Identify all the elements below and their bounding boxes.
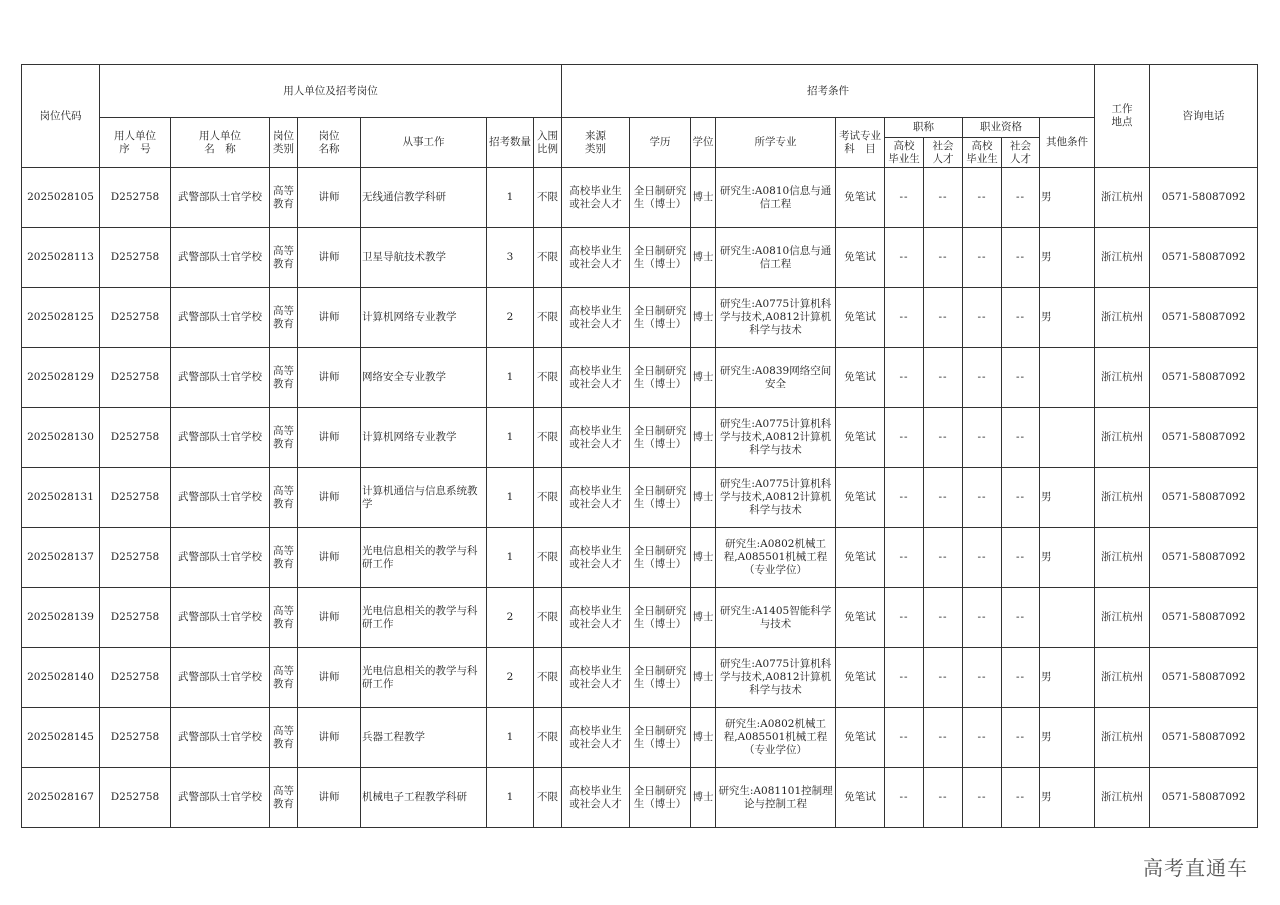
cell-work-location: 浙江杭州 bbox=[1095, 288, 1150, 348]
cell-qual-social: -- bbox=[1002, 348, 1040, 408]
cell-education: 全日制研究 生（博士） bbox=[630, 228, 691, 288]
cell-post-category: 高等 教育 bbox=[270, 768, 298, 828]
table-row bbox=[22, 408, 1258, 468]
cell-post-name: 讲师 bbox=[298, 468, 361, 528]
cell-education: 全日制研究 生（博士） bbox=[630, 288, 691, 348]
cell-post-category: 高等 教育 bbox=[270, 168, 298, 228]
cell-recruit-count: 1 bbox=[487, 708, 534, 768]
cell-other: 男 bbox=[1040, 708, 1095, 768]
cell-unit-name: 武警部队士官学校 bbox=[171, 528, 270, 588]
cell-phone: 0571-58087092 bbox=[1150, 588, 1258, 648]
header-title-grad: 高校 毕业生 bbox=[885, 138, 924, 168]
cell-education: 全日制研究 生（博士） bbox=[630, 768, 691, 828]
cell-education: 全日制研究 生（博士） bbox=[630, 348, 691, 408]
cell-qual-social: -- bbox=[1002, 648, 1040, 708]
table-row bbox=[22, 708, 1258, 768]
cell-title-grad: -- bbox=[885, 708, 924, 768]
cell-degree: 博士 bbox=[691, 768, 716, 828]
header-post-code: 岗位代码 bbox=[22, 65, 100, 168]
cell-title-grad: -- bbox=[885, 528, 924, 588]
cell-other: 男 bbox=[1040, 528, 1095, 588]
cell-exam-subject: 免笔试 bbox=[836, 648, 885, 708]
cell-work-location: 浙江杭州 bbox=[1095, 768, 1150, 828]
cell-ratio: 不限 bbox=[534, 648, 562, 708]
cell-post-category: 高等 教育 bbox=[270, 468, 298, 528]
header-degree: 学位 bbox=[691, 118, 716, 168]
cell-ratio: 不限 bbox=[534, 228, 562, 288]
cell-other bbox=[1040, 588, 1095, 648]
cell-exam-subject: 免笔试 bbox=[836, 168, 885, 228]
cell-post-name: 讲师 bbox=[298, 228, 361, 288]
cell-phone: 0571-58087092 bbox=[1150, 468, 1258, 528]
cell-title-grad: -- bbox=[885, 468, 924, 528]
cell-title-social: -- bbox=[924, 588, 963, 648]
cell-source: 高校毕业生 或社会人才 bbox=[562, 468, 630, 528]
cell-exam-subject: 免笔试 bbox=[836, 468, 885, 528]
cell-post-code: 2025028105 bbox=[22, 168, 100, 228]
cell-major: 研究生:A0810信息与通 信工程 bbox=[716, 168, 836, 228]
cell-title-social: -- bbox=[924, 168, 963, 228]
header-conditions-group: 招考条件 bbox=[562, 65, 1095, 118]
header-unit-seq: 用人单位 序 号 bbox=[100, 118, 171, 168]
cell-source: 高校毕业生 或社会人才 bbox=[562, 648, 630, 708]
cell-education: 全日制研究 生（博士） bbox=[630, 408, 691, 468]
cell-qual-grad: -- bbox=[963, 468, 1002, 528]
cell-source: 高校毕业生 或社会人才 bbox=[562, 528, 630, 588]
cell-duty: 光电信息相关的教学与科 研工作 bbox=[361, 588, 487, 648]
cell-major: 研究生:A0802机械工 程,A085501机械工程 （专业学位） bbox=[716, 708, 836, 768]
cell-degree: 博士 bbox=[691, 528, 716, 588]
cell-work-location: 浙江杭州 bbox=[1095, 708, 1150, 768]
cell-unit-seq: D252758 bbox=[100, 408, 171, 468]
cell-qual-grad: -- bbox=[963, 528, 1002, 588]
cell-duty: 计算机网络专业教学 bbox=[361, 408, 487, 468]
cell-education: 全日制研究 生（博士） bbox=[630, 528, 691, 588]
cell-major: 研究生:A0775计算机科 学与技术,A0812计算机 科学与技术 bbox=[716, 468, 836, 528]
cell-other bbox=[1040, 348, 1095, 408]
cell-major: 研究生:A1405智能科学 与技术 bbox=[716, 588, 836, 648]
cell-education: 全日制研究 生（博士） bbox=[630, 588, 691, 648]
header-qual-social: 社会 人才 bbox=[1002, 138, 1040, 168]
cell-work-location: 浙江杭州 bbox=[1095, 528, 1150, 588]
cell-duty: 机械电子工程教学科研 bbox=[361, 768, 487, 828]
cell-title-grad: -- bbox=[885, 768, 924, 828]
cell-post-code: 2025028113 bbox=[22, 228, 100, 288]
cell-major: 研究生:A081101控制理 论与控制工程 bbox=[716, 768, 836, 828]
cell-ratio: 不限 bbox=[534, 588, 562, 648]
cell-unit-seq: D252758 bbox=[100, 528, 171, 588]
cell-title-social: -- bbox=[924, 768, 963, 828]
cell-duty: 计算机网络专业教学 bbox=[361, 288, 487, 348]
cell-post-code: 2025028130 bbox=[22, 408, 100, 468]
cell-post-category: 高等 教育 bbox=[270, 408, 298, 468]
cell-post-category: 高等 教育 bbox=[270, 228, 298, 288]
cell-post-code: 2025028140 bbox=[22, 648, 100, 708]
cell-education: 全日制研究 生（博士） bbox=[630, 648, 691, 708]
cell-phone: 0571-58087092 bbox=[1150, 708, 1258, 768]
cell-work-location: 浙江杭州 bbox=[1095, 168, 1150, 228]
cell-title-grad: -- bbox=[885, 348, 924, 408]
cell-recruit-count: 1 bbox=[487, 768, 534, 828]
cell-source: 高校毕业生 或社会人才 bbox=[562, 228, 630, 288]
cell-work-location: 浙江杭州 bbox=[1095, 588, 1150, 648]
table-row bbox=[22, 768, 1258, 828]
header-exam-subject: 考试专业 科 目 bbox=[836, 118, 885, 168]
cell-qual-social: -- bbox=[1002, 528, 1040, 588]
cell-major: 研究生:A0810信息与通 信工程 bbox=[716, 228, 836, 288]
header-qualification-group: 职业资格 bbox=[963, 118, 1040, 138]
cell-duty: 光电信息相关的教学与科 研工作 bbox=[361, 528, 487, 588]
cell-post-category: 高等 教育 bbox=[270, 648, 298, 708]
cell-title-grad: -- bbox=[885, 648, 924, 708]
cell-qual-grad: -- bbox=[963, 708, 1002, 768]
cell-source: 高校毕业生 或社会人才 bbox=[562, 168, 630, 228]
cell-other: 男 bbox=[1040, 168, 1095, 228]
cell-qual-grad: -- bbox=[963, 168, 1002, 228]
cell-unit-seq: D252758 bbox=[100, 708, 171, 768]
table-body bbox=[22, 168, 1258, 828]
cell-post-name: 讲师 bbox=[298, 528, 361, 588]
cell-qual-social: -- bbox=[1002, 228, 1040, 288]
cell-work-location: 浙江杭州 bbox=[1095, 408, 1150, 468]
cell-unit-name: 武警部队士官学校 bbox=[171, 168, 270, 228]
cell-degree: 博士 bbox=[691, 408, 716, 468]
cell-post-name: 讲师 bbox=[298, 348, 361, 408]
header-title-group: 职称 bbox=[885, 118, 963, 138]
cell-unit-name: 武警部队士官学校 bbox=[171, 228, 270, 288]
cell-post-code: 2025028131 bbox=[22, 468, 100, 528]
cell-title-grad: -- bbox=[885, 228, 924, 288]
cell-unit-seq: D252758 bbox=[100, 468, 171, 528]
header-work-location: 工作 地点 bbox=[1095, 65, 1150, 168]
cell-title-grad: -- bbox=[885, 168, 924, 228]
cell-work-location: 浙江杭州 bbox=[1095, 348, 1150, 408]
cell-phone: 0571-58087092 bbox=[1150, 408, 1258, 468]
cell-exam-subject: 免笔试 bbox=[836, 408, 885, 468]
cell-ratio: 不限 bbox=[534, 528, 562, 588]
cell-post-code: 2025028145 bbox=[22, 708, 100, 768]
cell-ratio: 不限 bbox=[534, 348, 562, 408]
cell-qual-grad: -- bbox=[963, 588, 1002, 648]
cell-recruit-count: 1 bbox=[487, 468, 534, 528]
watermark-text: 高考直通车 bbox=[1143, 856, 1248, 880]
table-row bbox=[22, 288, 1258, 348]
cell-post-category: 高等 教育 bbox=[270, 288, 298, 348]
cell-major: 研究生:A0775计算机科 学与技术,A0812计算机 科学与技术 bbox=[716, 288, 836, 348]
cell-major: 研究生:A0839网络空间 安全 bbox=[716, 348, 836, 408]
cell-exam-subject: 免笔试 bbox=[836, 228, 885, 288]
cell-recruit-count: 1 bbox=[487, 528, 534, 588]
cell-unit-seq: D252758 bbox=[100, 588, 171, 648]
cell-degree: 博士 bbox=[691, 348, 716, 408]
cell-ratio: 不限 bbox=[534, 168, 562, 228]
cell-post-name: 讲师 bbox=[298, 768, 361, 828]
cell-post-category: 高等 教育 bbox=[270, 588, 298, 648]
cell-qual-social: -- bbox=[1002, 468, 1040, 528]
cell-other: 男 bbox=[1040, 768, 1095, 828]
cell-post-name: 讲师 bbox=[298, 648, 361, 708]
cell-post-code: 2025028125 bbox=[22, 288, 100, 348]
cell-duty: 兵器工程教学 bbox=[361, 708, 487, 768]
cell-ratio: 不限 bbox=[534, 288, 562, 348]
cell-unit-seq: D252758 bbox=[100, 768, 171, 828]
header-duties: 从事工作 bbox=[361, 118, 487, 168]
cell-qual-social: -- bbox=[1002, 168, 1040, 228]
recruitment-table bbox=[21, 64, 1258, 828]
cell-phone: 0571-58087092 bbox=[1150, 768, 1258, 828]
cell-qual-social: -- bbox=[1002, 588, 1040, 648]
cell-work-location: 浙江杭州 bbox=[1095, 468, 1150, 528]
cell-unit-seq: D252758 bbox=[100, 228, 171, 288]
cell-major: 研究生:A0775计算机科 学与技术,A0812计算机 科学与技术 bbox=[716, 408, 836, 468]
header-education: 学历 bbox=[630, 118, 691, 168]
cell-unit-name: 武警部队士官学校 bbox=[171, 288, 270, 348]
cell-exam-subject: 免笔试 bbox=[836, 348, 885, 408]
cell-other bbox=[1040, 408, 1095, 468]
cell-unit-name: 武警部队士官学校 bbox=[171, 768, 270, 828]
cell-post-code: 2025028129 bbox=[22, 348, 100, 408]
cell-education: 全日制研究 生（博士） bbox=[630, 468, 691, 528]
table-row bbox=[22, 648, 1258, 708]
cell-major: 研究生:A0775计算机科 学与技术,A0812计算机 科学与技术 bbox=[716, 648, 836, 708]
header-title-social: 社会 人才 bbox=[924, 138, 963, 168]
cell-post-category: 高等 教育 bbox=[270, 708, 298, 768]
cell-phone: 0571-58087092 bbox=[1150, 348, 1258, 408]
cell-title-grad: -- bbox=[885, 588, 924, 648]
cell-title-grad: -- bbox=[885, 288, 924, 348]
cell-other: 男 bbox=[1040, 648, 1095, 708]
table-row bbox=[22, 468, 1258, 528]
cell-qual-grad: -- bbox=[963, 288, 1002, 348]
cell-qual-grad: -- bbox=[963, 408, 1002, 468]
cell-phone: 0571-58087092 bbox=[1150, 168, 1258, 228]
cell-unit-seq: D252758 bbox=[100, 648, 171, 708]
cell-post-name: 讲师 bbox=[298, 408, 361, 468]
header-employer-group: 用人单位及招考岗位 bbox=[100, 65, 562, 118]
cell-ratio: 不限 bbox=[534, 708, 562, 768]
header-qual-grad: 高校 毕业生 bbox=[963, 138, 1002, 168]
cell-title-social: -- bbox=[924, 648, 963, 708]
header-major: 所学专业 bbox=[716, 118, 836, 168]
cell-qual-social: -- bbox=[1002, 768, 1040, 828]
cell-source: 高校毕业生 或社会人才 bbox=[562, 348, 630, 408]
cell-other: 男 bbox=[1040, 468, 1095, 528]
header-post-name: 岗位 名称 bbox=[298, 118, 361, 168]
cell-degree: 博士 bbox=[691, 708, 716, 768]
cell-post-name: 讲师 bbox=[298, 288, 361, 348]
cell-qual-social: -- bbox=[1002, 288, 1040, 348]
cell-duty: 无线通信教学科研 bbox=[361, 168, 487, 228]
cell-title-social: -- bbox=[924, 468, 963, 528]
cell-phone: 0571-58087092 bbox=[1150, 528, 1258, 588]
cell-unit-seq: D252758 bbox=[100, 168, 171, 228]
cell-phone: 0571-58087092 bbox=[1150, 228, 1258, 288]
cell-post-name: 讲师 bbox=[298, 708, 361, 768]
cell-source: 高校毕业生 或社会人才 bbox=[562, 408, 630, 468]
header-source: 来源 类别 bbox=[562, 118, 630, 168]
cell-title-grad: -- bbox=[885, 408, 924, 468]
table-row bbox=[22, 588, 1258, 648]
cell-ratio: 不限 bbox=[534, 468, 562, 528]
header-phone: 咨询电话 bbox=[1150, 65, 1258, 168]
cell-post-name: 讲师 bbox=[298, 588, 361, 648]
cell-qual-social: -- bbox=[1002, 408, 1040, 468]
cell-duty: 光电信息相关的教学与科 研工作 bbox=[361, 648, 487, 708]
table-row bbox=[22, 348, 1258, 408]
cell-exam-subject: 免笔试 bbox=[836, 588, 885, 648]
cell-degree: 博士 bbox=[691, 228, 716, 288]
cell-post-category: 高等 教育 bbox=[270, 528, 298, 588]
cell-source: 高校毕业生 或社会人才 bbox=[562, 768, 630, 828]
cell-work-location: 浙江杭州 bbox=[1095, 228, 1150, 288]
cell-unit-name: 武警部队士官学校 bbox=[171, 408, 270, 468]
cell-title-social: -- bbox=[924, 708, 963, 768]
cell-duty: 网络安全专业教学 bbox=[361, 348, 487, 408]
cell-title-social: -- bbox=[924, 528, 963, 588]
cell-qual-grad: -- bbox=[963, 768, 1002, 828]
cell-phone: 0571-58087092 bbox=[1150, 288, 1258, 348]
cell-source: 高校毕业生 或社会人才 bbox=[562, 288, 630, 348]
cell-education: 全日制研究 生（博士） bbox=[630, 708, 691, 768]
cell-degree: 博士 bbox=[691, 588, 716, 648]
cell-other: 男 bbox=[1040, 228, 1095, 288]
cell-qual-social: -- bbox=[1002, 708, 1040, 768]
cell-qual-grad: -- bbox=[963, 228, 1002, 288]
cell-source: 高校毕业生 或社会人才 bbox=[562, 708, 630, 768]
cell-duty: 卫星导航技术教学 bbox=[361, 228, 487, 288]
cell-unit-seq: D252758 bbox=[100, 288, 171, 348]
cell-degree: 博士 bbox=[691, 468, 716, 528]
table-row bbox=[22, 168, 1258, 228]
cell-exam-subject: 免笔试 bbox=[836, 768, 885, 828]
header-post-category: 岗位 类别 bbox=[270, 118, 298, 168]
cell-post-category: 高等 教育 bbox=[270, 348, 298, 408]
cell-recruit-count: 1 bbox=[487, 348, 534, 408]
cell-duty: 计算机通信与信息系统教 学 bbox=[361, 468, 487, 528]
cell-exam-subject: 免笔试 bbox=[836, 708, 885, 768]
cell-recruit-count: 2 bbox=[487, 648, 534, 708]
cell-unit-seq: D252758 bbox=[100, 348, 171, 408]
header-unit-name: 用人单位 名 称 bbox=[171, 118, 270, 168]
cell-ratio: 不限 bbox=[534, 408, 562, 468]
cell-degree: 博士 bbox=[691, 288, 716, 348]
cell-exam-subject: 免笔试 bbox=[836, 528, 885, 588]
header-ratio: 入围 比例 bbox=[534, 118, 562, 168]
cell-post-code: 2025028137 bbox=[22, 528, 100, 588]
cell-qual-grad: -- bbox=[963, 648, 1002, 708]
cell-major: 研究生:A0802机械工 程,A085501机械工程 （专业学位） bbox=[716, 528, 836, 588]
cell-title-social: -- bbox=[924, 228, 963, 288]
cell-unit-name: 武警部队士官学校 bbox=[171, 648, 270, 708]
cell-unit-name: 武警部队士官学校 bbox=[171, 588, 270, 648]
cell-unit-name: 武警部队士官学校 bbox=[171, 348, 270, 408]
cell-recruit-count: 3 bbox=[487, 228, 534, 288]
cell-title-social: -- bbox=[924, 348, 963, 408]
cell-recruit-count: 2 bbox=[487, 288, 534, 348]
cell-phone: 0571-58087092 bbox=[1150, 648, 1258, 708]
cell-ratio: 不限 bbox=[534, 768, 562, 828]
cell-title-social: -- bbox=[924, 288, 963, 348]
cell-post-code: 2025028167 bbox=[22, 768, 100, 828]
cell-source: 高校毕业生 或社会人才 bbox=[562, 588, 630, 648]
cell-title-social: -- bbox=[924, 408, 963, 468]
table-row bbox=[22, 528, 1258, 588]
cell-unit-name: 武警部队士官学校 bbox=[171, 708, 270, 768]
cell-education: 全日制研究 生（博士） bbox=[630, 168, 691, 228]
cell-exam-subject: 免笔试 bbox=[836, 288, 885, 348]
cell-recruit-count: 1 bbox=[487, 168, 534, 228]
cell-degree: 博士 bbox=[691, 648, 716, 708]
header-recruit-count: 招考数量 bbox=[487, 118, 534, 168]
cell-post-name: 讲师 bbox=[298, 168, 361, 228]
header-other: 其他条件 bbox=[1040, 118, 1095, 168]
cell-recruit-count: 1 bbox=[487, 408, 534, 468]
cell-work-location: 浙江杭州 bbox=[1095, 648, 1150, 708]
cell-post-code: 2025028139 bbox=[22, 588, 100, 648]
cell-degree: 博士 bbox=[691, 168, 716, 228]
cell-other: 男 bbox=[1040, 288, 1095, 348]
table-row bbox=[22, 228, 1258, 288]
cell-recruit-count: 2 bbox=[487, 588, 534, 648]
cell-qual-grad: -- bbox=[963, 348, 1002, 408]
cell-unit-name: 武警部队士官学校 bbox=[171, 468, 270, 528]
